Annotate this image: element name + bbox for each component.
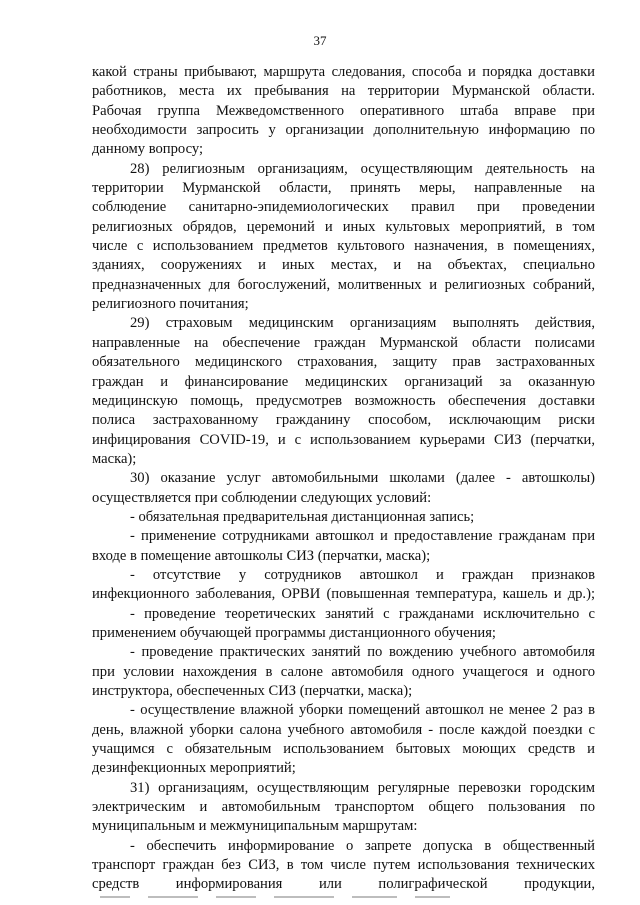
text-line: дезинфекционных мероприятий;: [92, 760, 296, 777]
text-line: 28) религиозным организациям, осуществляющим деятельность на: [130, 160, 595, 177]
text-line: при условии нахождения в салоне автомобиля одного учащегося и одного: [92, 663, 595, 680]
page-number: 37: [313, 33, 327, 48]
text-line: электрическим и автомобильным транспортом общего пользования по: [92, 799, 595, 816]
text-line: числе с использованием предметов культового назначения, в помещениях,: [92, 238, 595, 255]
text-line: данному вопросу;: [92, 141, 204, 158]
text-line: религиозного почитания;: [92, 296, 249, 313]
text-line: день, влажной уборки салона учебного автомобиля - после каждой поездки с: [92, 721, 595, 738]
text-line: предназначенных для богослужений, молитвенных и религиозных собраний,: [92, 276, 595, 293]
text-line: какой страны прибывают, маршрута следования, способа и порядка доставки: [92, 64, 595, 80]
text-line: Рабочая группа Межведомственного оперативного штаба вправе при: [92, 102, 595, 119]
text-line: полиса застрахованному гражданину способом, исключающим риски: [92, 412, 595, 429]
document-body: [92, 63, 595, 895]
text-line: граждан и финансирование медицинских организаций за оказанную: [92, 373, 595, 390]
text-line: - отсутствие у сотрудников автошкол и граждан признаков: [130, 566, 595, 583]
text-line: - применение сотрудниками автошкол и предоставление гражданам при: [130, 528, 595, 545]
text-line: 31) организациям, осуществляющим регулярные перевозки городским: [130, 779, 595, 796]
text-line: инфекционного заболевания, ОРВИ (повышенная температура, кашель и др.);: [92, 586, 595, 603]
text-line: инфицирования COVID-19, и с использованием курьерами СИЗ (перчатки,: [92, 431, 595, 448]
text-line: соблюдение санитарно-эпидемиологических правил при проведении: [92, 199, 595, 216]
text-line: - проведение практических занятий по вождению учебного автомобиля: [130, 644, 595, 661]
text-line: необходимости запросить у организации дополнительную информацию по: [92, 122, 595, 139]
text-line: работников, места их пребывания на территории Мурманской области.: [92, 83, 595, 100]
text-line: учащимся с обязательным использованием бытовых моющих средств и: [92, 741, 595, 758]
text-line: зданиях, сооружениях и иных местах, и на объектах, специально: [92, 257, 595, 274]
text-line: направленные на обеспечение граждан Мурманской области полисами: [92, 334, 595, 351]
text-line: - проведение теоретических занятий с гражданами исключительно с: [130, 605, 595, 622]
text-line: обязательного медицинского страхования, защиту прав застрахованных: [92, 354, 595, 371]
text-line: медицинскую помощь, предусмотрев возможность обеспечения доставки: [92, 392, 595, 409]
text-line: 29) страховым медицинским организациям выполнять действия,: [130, 315, 595, 332]
text-line: входе в помещение автошколы СИЗ (перчатки, маска);: [92, 547, 431, 564]
text-line: религиозных обрядов, церемоний и иных культовых мероприятий, в том: [92, 218, 595, 235]
text-line: 30) оказание услуг автомобильными школами (далее - автошколы): [130, 470, 595, 487]
text-line: средств информирования или полиграфической продукции,: [92, 876, 595, 893]
text-line: - осуществление влажной уборки помещений автошкол не менее 2 раз в: [130, 702, 595, 719]
text-line: - обязательная предварительная дистанционная запись;: [130, 508, 475, 525]
text-line: муниципальным и межмуниципальным маршрутам:: [92, 818, 418, 835]
text-line: осуществляется при соблюдении следующих условий:: [92, 489, 432, 506]
text-line: маска);: [92, 450, 137, 467]
text-line: транспорт граждан без СИЗ, в том числе путем использования технических: [92, 857, 595, 874]
text-line: инструктора, обеспеченных СИЗ (перчатки, маска);: [92, 683, 413, 699]
text-line: применением обучающей программы дистанционного обучения;: [92, 624, 496, 641]
text-line: территории Мурманской области, принять меры, направленные на: [92, 180, 595, 197]
text-line: - обеспечить информирование о запрете допуска в общественный: [130, 837, 595, 854]
scan-artifact-line: [100, 896, 560, 900]
